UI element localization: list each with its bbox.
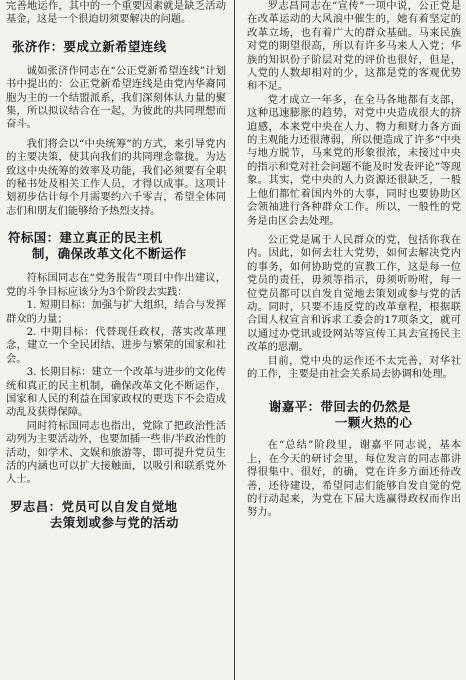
luo-paragraph-2: 党才成立一年多，在全马各地都有支部，这种迅速膨胀的趋势，对党中央造成很大的挤迫感，本来党中央在人力、物力和财力各方面的主观能力还很薄弱，所以便造成了许多“中央与地方脱节，马来党的形象很浓，未接过中央的指示和党对社会问题不能及时发表评论”等现象。其实，党中央的人力资源还很缺乏，一般上他们都忙着国内外的大事，同时也要协助区会领袖进行各种群众工作。所以，一般性的党务是由区会去处理。 xyxy=(247,93,461,227)
fu-goal-short-term: 1. 短期目标：加强与扩大组织，结合与发挥群众的力量； xyxy=(6,299,226,325)
xie-paragraph-1: 在“总结”阶段里，谢嘉平同志说，基本上，在今天的研讨会里，每位发言的同志都讲得很集中、很好，的确，党在许多方面还待改善，还待建设，希望同志们能够自发自觉的党的行动起来，为党在下届大选赢得政权而作出努力。 xyxy=(247,439,461,519)
luo-paragraph-1: 罗志昌同志在“宣传”一项中说，公正党是在改革运动的大风浪中催生的，她有着坚定的改革立场，也有着广大的群众基础。马来民族对党的期望很高，所以有许多马来人入党；华族的知识份子阶层对党的评价也很好，但是，人党的人数却相对的少，这都是党的客观优势和不足。 xyxy=(247,0,461,93)
heading-fu-line-1: 符标国：建立真正的民主机 xyxy=(8,230,163,246)
fu-goal-mid-term: 2. 中期目标：代替现任政权，落实改革理念，建立一个全民团结、进步与繁荣的国家和社会。 xyxy=(6,325,226,365)
luo-paragraph-4: 目前，党中央的运作还不太完善，对华社的工作，主要是由社会关系局去协调和处理。 xyxy=(247,354,461,380)
fu-paragraph-1: 符标国同志在“党务报告”项目中作出建议，党的斗争目标应该分为3个阶段去实践： xyxy=(6,272,226,298)
opening-paragraph: 完善地运作，其中的一个重要因素就是缺乏活动基金，这是一个很迫切须要解决的问题。 xyxy=(6,0,226,26)
zhang-paragraph-2: 我们将会以“中央统筹”的方式，来引导党内的主要决策，使其向我们的共同理念靠拢。为达致这中央统筹的效率及功能，我们必须要有全职的秘书处及相关工作人员，才得以成事。这项计划初步估计每个月需要约六千零吉，希望全体同志们和朋友们能够给予热烈支持。 xyxy=(6,137,226,217)
heading-fu-biaoguo xyxy=(8,230,226,262)
heading-luo-line-1: 罗志昌：党员可以自发自觉地 xyxy=(10,498,178,514)
heading-zhang-jizuo: 张济作：要成立新希望连线 xyxy=(12,38,167,54)
luo-paragraph-3: 公正党是属于人民群众的党，包括你我在内。因此，如何去壮大党势，如何去解决党内的事务，如何协助党的宣教工作，这是每一位党员的责任，毋须等指示，毋须听吩咐，每一位党员都可以自发自觉地去策划或参与党的活动。同时，只要不违反党的改革章程，根据联合国人权宣言和诉求工委会的17项条文，就可以通过办党讯或设网站等宣传工具去宣扬民主改革的思潮。 xyxy=(247,233,461,354)
zhang-paragraph-1: 诚如张济作同志在“公正党新希望连线”计划书中提出的：公正党新希望连线是由党内华裔同胞为主的一个结盟派系，我们深刻体认力量的聚集，所以拟议结合在一起，为彼此的共同理想而奋斗。 xyxy=(6,64,226,131)
heading-xie-line-2: 一颗火热的心 xyxy=(335,415,413,431)
fu-goal-long-term: 3. 长期目标：建立一个改革与进步的文化传统和真正的民主机制，确保改革文化不断运作，国家和人民的利益在国家政权的更迭下不会造成动乱及获得保障。 xyxy=(6,366,226,419)
heading-xie-jiaping xyxy=(269,399,461,431)
right-column xyxy=(247,0,461,680)
heading-luo-zhichang xyxy=(10,499,226,531)
column-divider xyxy=(234,0,235,680)
heading-luo-line-2: 去策划或参与党的活动 xyxy=(50,514,179,530)
fu-paragraph-5: 同时符标国同志也指出，党除了把政治性活动列为主要活动外，也要加插一些非/半政治性的活动，如学术、文娱和旅游等，即可提升党员生活的内涵也可以扩大接触面，以吸引和联系党外人士。 xyxy=(6,419,226,486)
left-column xyxy=(6,0,226,680)
heading-fu-line-2: 制，确保改革文化不断运作 xyxy=(32,246,187,262)
heading-xie-line-1: 谢嘉平：带回去的仍然是 xyxy=(269,399,411,415)
